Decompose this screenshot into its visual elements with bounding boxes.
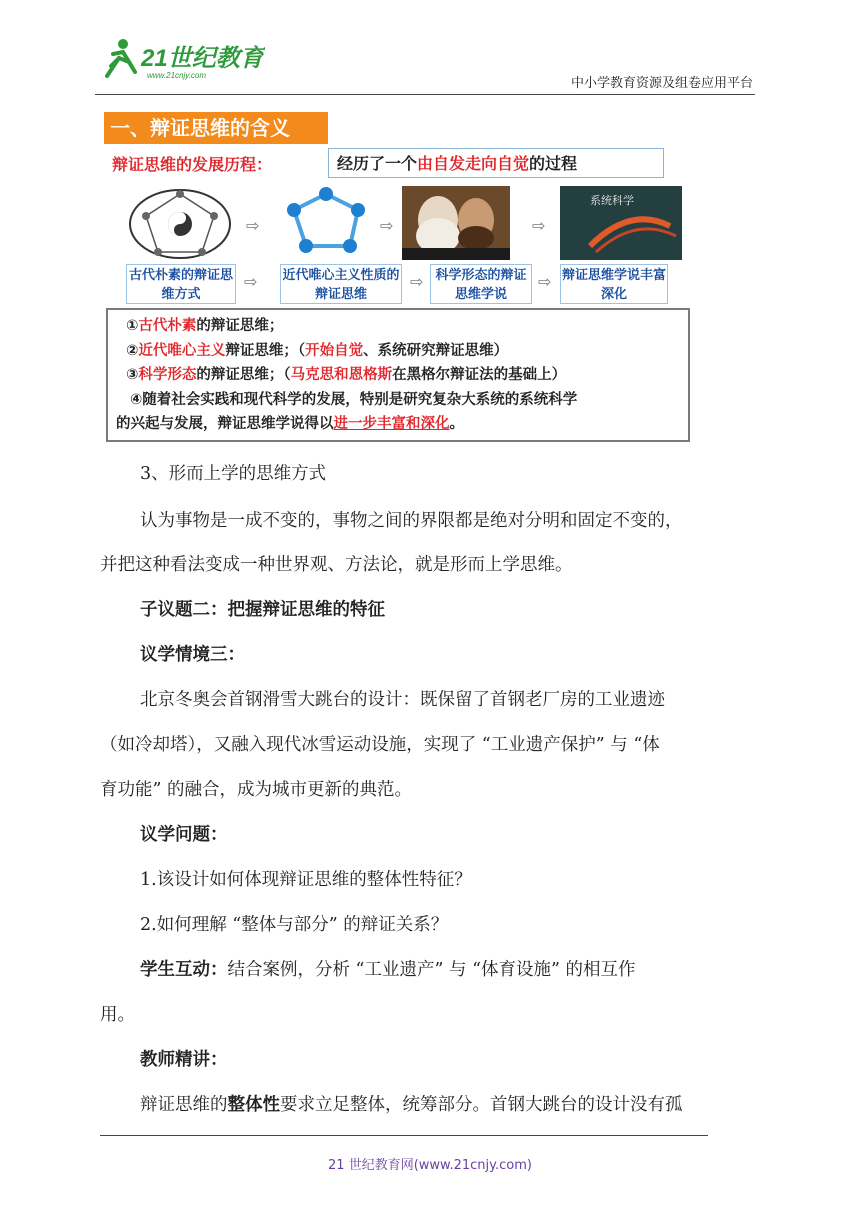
paragraph-line: 辩证思维的整体性要求立足整体，统筹部分。首钢大跳台的设计没有孤	[140, 1095, 683, 1115]
list-line-1: ①古代朴素的辩证思维；	[126, 318, 284, 334]
footer-divider	[100, 1135, 708, 1136]
systems-science-book-image	[560, 186, 682, 260]
development-list	[106, 308, 690, 442]
arrow-icon: ⇨	[532, 216, 546, 235]
slide-process-box	[328, 148, 664, 178]
slide-subtitle: 辩证思维的发展历程：	[112, 155, 273, 174]
interaction-line: 学生互动：结合案例，分析 “工业遗产” 与 “体育设施” 的相互作	[140, 960, 636, 980]
slide-image	[104, 112, 686, 442]
box-pre: 经历了一个	[337, 154, 418, 173]
question-item: 2.如何理解 “整体与部分” 的辩证关系？	[140, 915, 449, 935]
box-highlight: 由自发走向自觉	[417, 154, 530, 173]
arrow-icon: ⇨	[538, 272, 552, 291]
list-line-2: ②近代唯心主义辩证思维；（开始自觉、系统研究辩证思维）	[126, 342, 509, 359]
section-heading: 3、形而上学的思维方式	[140, 464, 327, 484]
stage-box: 古代朴素的辩证思维方式	[126, 264, 236, 304]
footer-link[interactable]: 21 世纪教育网(www.21cnjy.com)	[328, 1158, 532, 1173]
logo-url: www.21cnjy.com	[147, 71, 206, 80]
paragraph-line: 育功能” 的融合，成为城市更新的典范。	[100, 780, 413, 800]
paragraph-line: 北京冬奥会首钢滑雪大跳台的设计：既保留了首钢老厂房的工业遗迹	[140, 690, 665, 710]
interaction-label: 学生互动：	[140, 960, 228, 980]
paragraph-line: （如冷却塔），又融入现代冰雪运动设施，实现了 “工业遗产保护” 与 “体	[100, 735, 660, 755]
paragraph-line: 认为事物是一成不变的，事物之间的界限都是绝对分明和固定不变的，	[140, 511, 683, 531]
teacher-heading: 教师精讲：	[140, 1050, 228, 1070]
list-line-3: ③科学形态的辩证思维；（马克思和恩格斯在黑格尔辩证法的基础上）	[126, 367, 567, 383]
site-logo	[95, 36, 265, 82]
logo-text: 21世纪教育	[141, 45, 264, 72]
box-post: 的过程	[529, 154, 578, 173]
arrow-icon: ⇨	[246, 216, 260, 235]
arrow-icon: ⇨	[244, 272, 258, 291]
stage-box: 辩证思维学说丰富深化	[560, 264, 668, 304]
question-heading: 议学问题：	[140, 825, 228, 845]
header-platform-text: 中小学教育资源及组卷应用平台	[570, 76, 753, 91]
paragraph-line: 用。	[100, 1005, 135, 1025]
subtopic-heading: 子议题二：把握辩证思维的特征	[140, 600, 385, 620]
marx-engels-portrait-image	[402, 186, 510, 260]
book-title: 系统科学	[590, 194, 634, 207]
stage-box: 科学形态的辩证思维学说	[430, 264, 532, 304]
context-heading: 议学情境三：	[140, 645, 245, 665]
molecule-image	[280, 186, 372, 260]
arrow-icon: ⇨	[380, 216, 394, 235]
yinyang-diagram-image	[118, 186, 242, 260]
list-line-5: 的兴起与发展，辩证思维学说得以进一步丰富和深化。	[116, 416, 464, 432]
slide-title: 一、辩证思维的含义	[104, 112, 328, 144]
question-item: 1.该设计如何体现辩证思维的整体性特征？	[140, 870, 472, 890]
list-line-4: ④随着社会实践和现代科学的发展，特别是研究复杂大系统的系统科学	[130, 391, 578, 408]
paragraph-line: 并把这种看法变成一种世界观、方法论，就是形而上学思维。	[100, 555, 573, 575]
stage-box: 近代唯心主义性质的辩证思维	[280, 264, 402, 304]
header-divider	[95, 94, 755, 95]
arrow-icon: ⇨	[410, 272, 424, 291]
